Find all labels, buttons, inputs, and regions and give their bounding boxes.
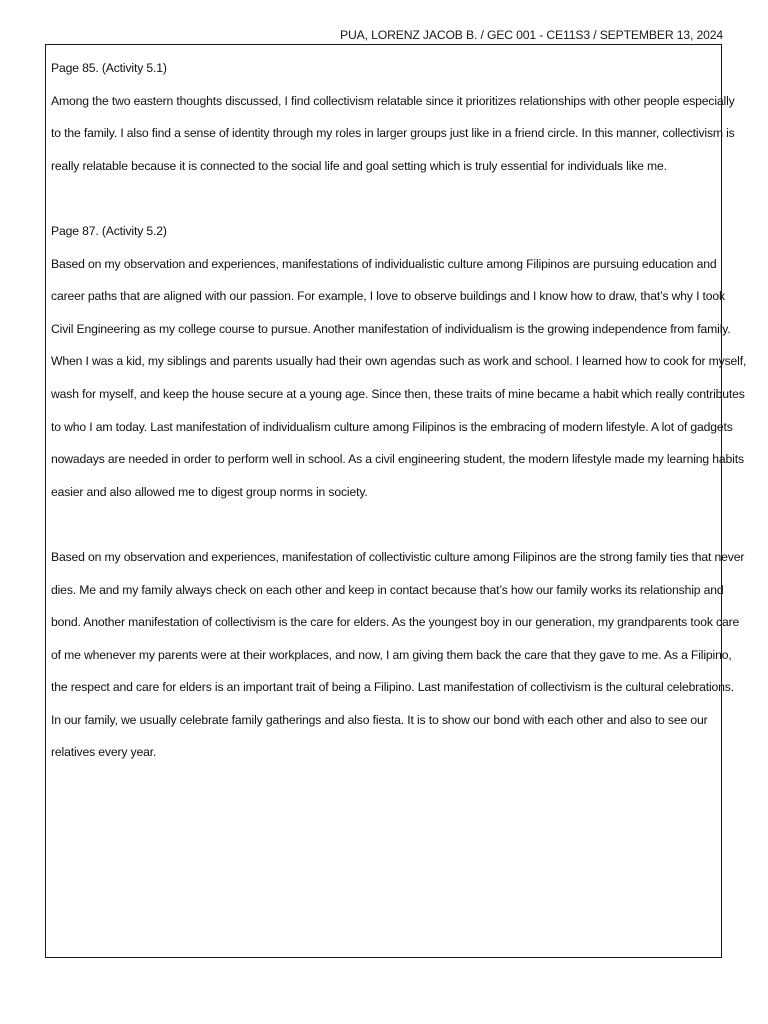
paragraph-line: bond. Another manifestation of collectivism is the care for elders. As the youngest boy in our generation, my grandparents took care	[51, 615, 740, 630]
paragraph-line: Among the two eastern thoughts discussed, I find collectivism relatable since it prioritizes relationships with other people especially	[51, 93, 735, 108]
paragraph-line: to who I am today. Last manifestation of individualism culture among Filipinos is the embracing of modern lifestyle. A lot of gadgets	[51, 419, 733, 434]
collectivism-paragraph	[51, 541, 745, 769]
document-body	[51, 52, 747, 769]
document-header: PUA, LORENZ JACOB B. / GEC 001 - CE11S3 / SEPTEMBER 13, 2024	[340, 28, 723, 42]
paragraph-line: the respect and care for elders is an important trait of being a Filipino. Last manifestation of collectivism is the cultural celebrations.	[51, 680, 734, 695]
paragraph-line: career paths that are aligned with our passion. For example, I love to observe buildings and I know how to draw, that’s why I took	[51, 289, 725, 304]
paragraph-line: to the family. I also find a sense of identity through my roles in larger groups just like in a friend circle. In this manner, collectivism is	[51, 126, 735, 141]
paragraph-spacer	[51, 508, 719, 541]
paragraph-line: dies. Me and my family always check on each other and keep in contact because that’s how our family works its relationship and	[51, 582, 724, 597]
activity-5-1-section	[51, 52, 735, 182]
paragraph-line: Based on my observation and experiences, manifestation of collectivistic culture among Filipinos are the strong family ties that never	[51, 549, 745, 564]
paragraph-line: Civil Engineering as my college course to pursue. Another manifestation of individualism is the growing independence from family.	[51, 321, 731, 336]
paragraph-line: Based on my observation and experiences, manifestations of individualistic culture among Filipinos are pursuing education and	[51, 256, 717, 271]
paragraph-line: really relatable because it is connected to the social life and goal setting which is truly essential for individuals like me.	[51, 158, 667, 173]
paragraph-line: of me whenever my parents were at their workplaces, and now, I am giving them back the care that they gave to me. As a Filipino,	[51, 647, 732, 662]
section-title: Page 85. (Activity 5.1)	[51, 61, 167, 75]
paragraph-line: relatives every year.	[51, 745, 157, 760]
paragraph-line: wash for myself, and keep the house secure at a young age. Since then, these traits of mine became a habit which really contributes	[51, 386, 745, 401]
paragraph-line: nowadays are needed in order to perform well in school. As a civil engineering student, the modern lifestyle made my learning habits	[51, 452, 744, 467]
paragraph-line: In our family, we usually celebrate family gatherings and also fiesta. It is to show our bond with each other and also to see our	[51, 712, 708, 727]
activity-5-2-section	[51, 215, 747, 508]
paragraph-line: When I was a kid, my siblings and parents usually had their own agendas such as work and school. I learned how to cook for myself,	[51, 354, 747, 369]
paragraph-spacer	[51, 182, 719, 215]
section-title: Page 87. (Activity 5.2)	[51, 223, 167, 238]
paragraph-line: easier and also allowed me to digest group norms in society.	[51, 484, 368, 499]
